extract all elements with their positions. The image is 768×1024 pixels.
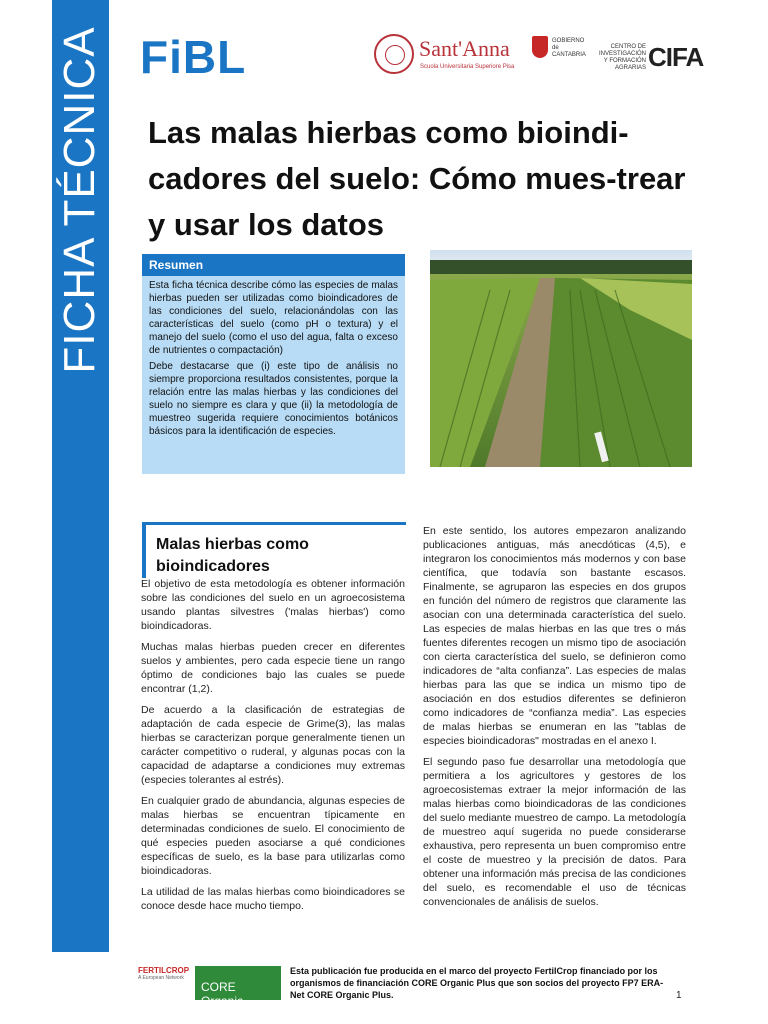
section-rule-left xyxy=(142,522,146,578)
body-paragraph: De acuerdo a la clasificación de estrategias de adaptación de cada especie de Grime(3), las malas hierbas se caracterizan porque generalmente tienen un carácter competitivo o ruderal, y algunas pocas con la capacidad de adaptarse a condiciones muy extremas (especies tolerantes al estrés). xyxy=(141,704,405,786)
fertilcrop-subtitle: A European Network xyxy=(138,975,184,981)
resumen-paragraph: Debe destacarse que (i) este tipo de análisis no siempre proporciona resultados consistentes, porque la relación entre las malas hierbas y las condiciones del suelo no siempre es clara y que (ii) la metodología de muestreo sugerida requiere conocimientos botánicos básicos para la identificación de especies. xyxy=(149,361,398,437)
cifa-name: CIFA xyxy=(648,42,704,72)
resumen-body xyxy=(142,276,405,438)
section-rule-top xyxy=(142,522,406,525)
cantabria-shield-icon xyxy=(532,36,548,58)
cifa-logo xyxy=(594,38,704,78)
document-title: Las malas hierbas como bioindi-cadores del suelo: Cómo mues-trear y usar los datos xyxy=(148,115,686,242)
santanna-seal-icon xyxy=(374,34,414,74)
resumen-box xyxy=(142,254,405,474)
side-label xyxy=(52,0,109,400)
fertilcrop-name: FERTILCROP xyxy=(138,966,190,975)
body-paragraph: Muchas malas hierbas pueden crecer en diferentes suelos y ambientes, pero cada especie tiene un rango óptimo de condiciones bajo las cuales se puede encontrar (1,2). xyxy=(141,641,405,695)
coreorganic-name: CORE Organic xyxy=(201,980,244,1008)
page-number: 1 xyxy=(676,990,682,1001)
right-column xyxy=(423,524,686,916)
santanna-logo xyxy=(374,34,524,78)
field-photo xyxy=(430,250,692,467)
cantabria-text: GOBIERNO de CANTABRIA xyxy=(552,38,586,58)
body-paragraph: En cualquier grado de abundancia, algunas especies de malas hierbas se encuentran típicamente en determinadas condiciones de suelo. El conocimiento de qué especies pueden asociarse a qué condiciones específicas de suelo, es la base para utilizarlas como bioindicadoras. xyxy=(141,795,405,877)
coreorganic-logo xyxy=(195,966,281,1008)
body-paragraph: La utilidad de las malas hierbas como bioindicadores se conoce desde hace mucho tiempo. xyxy=(141,886,405,912)
field-photo-image xyxy=(430,250,692,467)
body-paragraph: El objetivo de esta metodología es obtener información sobre las condiciones del suelo en un agroecosistema usando plantas silvestres ('malas hierbas') como bioindicadoras. xyxy=(141,578,405,632)
fibl-logo: FiBL xyxy=(140,31,247,83)
section-heading: Malas hierbas como bioindicadores xyxy=(156,536,309,575)
fertilcrop-logo xyxy=(138,966,188,1000)
side-label-text: FICHA TÉCNICA xyxy=(55,26,104,374)
section-heading-box xyxy=(142,522,406,578)
resumen-paragraph: Esta ficha técnica describe cómo las especies de malas hierbas pueden ser utilizadas como bioindicadores de las condiciones del suelo, relacionándolas con las características del suelo (como pH o textura) y el manejo del suelo (como el uso del agua, falta o exceso de nutrientes o compactación) xyxy=(149,280,398,356)
santanna-name: Sant'Anna xyxy=(419,36,510,61)
left-column xyxy=(141,577,405,920)
footer-note: Esta publicación fue producida en el marco del proyecto FertilCrop financiado por los organismos de financiación CORE Organic Plus que son socios del proyecto FP7 ERA-Net CORE Organic Plus. xyxy=(290,966,664,1000)
cantabria-logo xyxy=(532,36,592,76)
resumen-heading: Resumen xyxy=(142,254,405,276)
santanna-subtitle: Scuola Universitaria Superiore Pisa xyxy=(420,64,515,70)
cifa-description: CENTRO DE INVESTIGACIÓN Y FORMACIÓN AGRARIAS xyxy=(598,44,646,71)
body-paragraph: En este sentido, los autores empezaron analizando publicaciones antiguas, más anecdóticas (4,5), e integraron los conocimientos más modernos y con base científica, que todavía son bastante escasos. Finalmente, se agruparon las especies en dos grupos en función del número de registros que claramente las asocian con una determinada característica del suelo. Las especies de malas hierbas en las que tres o más fuentes diferentes recogen un mismo tipo de asociación con cierta característica del suelo, se definieron como indicadores de “alta confianza”. Las especies de malas hierbas para las que se indica un mismo tipo de asociación en dos estudios diferentes se definieron como indicadores de “confianza media”. Las especies de malas hierbas se enumeran en las "tablas de especies bioindicadoras" mostradas en el anexo I. xyxy=(423,525,686,747)
body-paragraph: El segundo paso fue desarrollar una metodología que permitiera a los agricultores y gestores de los agroecosistemas extraer la mejor información de las malas hierbas como bioindicadoras de las condiciones del suelo mediante muestreo de campo. La metodología de muestreo aquí sugerida no puede considerarse exhaustiva, pero representa un buen compromiso entre el coste de muestreo y la precisión de datos. Para obtener una información más precisa de las condiciones del suelo, es recomendable el uso de técnicas convencionales de análisis de suelos. xyxy=(423,756,686,908)
